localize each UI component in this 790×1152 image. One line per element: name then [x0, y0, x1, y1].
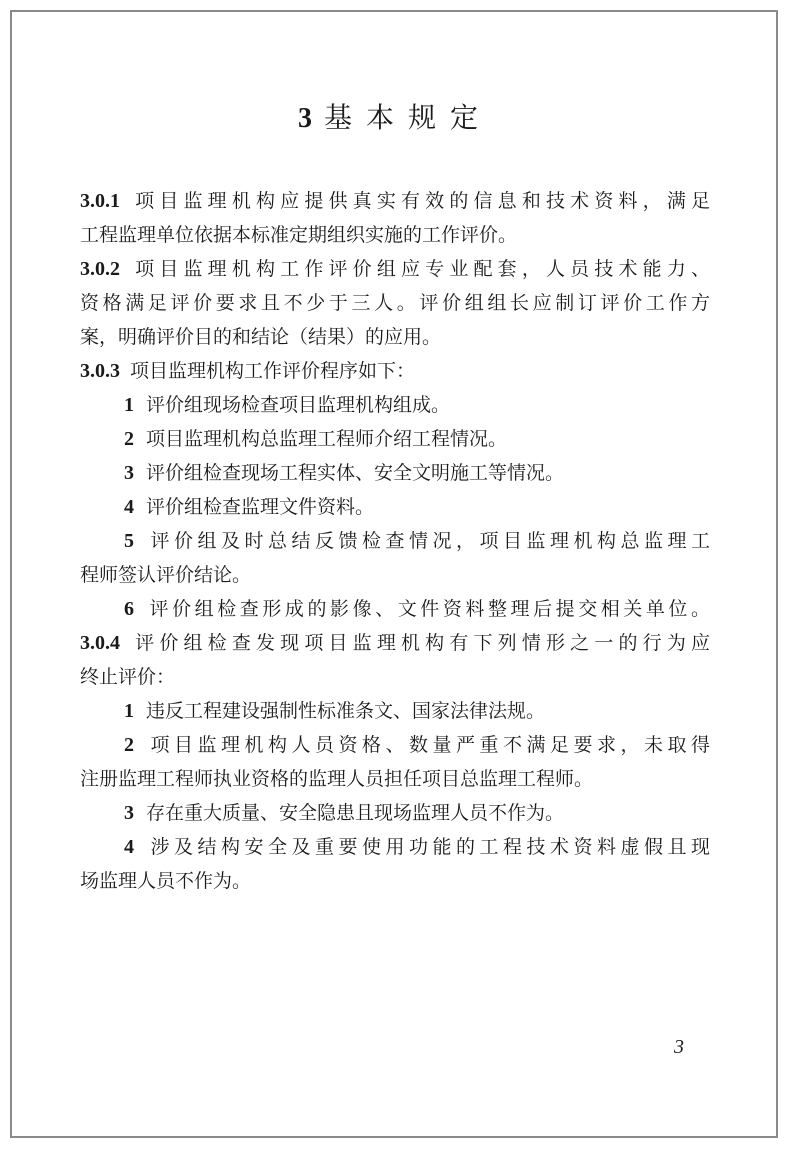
clause-code: 3.0.2 [80, 258, 120, 280]
list-item [124, 388, 710, 422]
list-item-continuation: 注册监理工程师执业资格的监理人员担任项目总监理工程师。 [80, 768, 594, 790]
chapter-title [80, 96, 710, 136]
item-number: 5 [124, 530, 134, 552]
item-number: 4 [124, 836, 134, 858]
clause-line: 资格满足评价要求且不少于三人。评价组组长应制订评价工作方 [80, 292, 710, 314]
item-text: 违反工程建设强制性标准条文、国家法律法规。 [146, 700, 546, 722]
list-item [124, 524, 710, 558]
list-item [124, 592, 710, 626]
item-text: 项目监理机构总监理工程师介绍工程情况。 [146, 428, 508, 450]
clause-code: 3.0.3 [80, 360, 120, 382]
chapter-title-text: 基本规定 [323, 101, 492, 134]
list-item [124, 728, 710, 762]
clause-text: 项目监理机构应提供真实有效的信息和技术资料，满足 [130, 190, 710, 212]
clause-3-0-4 [80, 626, 710, 660]
clause-3-0-1 [80, 184, 710, 218]
list-item [124, 796, 710, 830]
list-item [124, 456, 710, 490]
chapter-number: 3 [297, 103, 312, 134]
item-number: 3 [124, 802, 134, 824]
list-item-continuation: 场监理人员不作为。 [80, 870, 252, 892]
item-text: 存在重大质量、安全隐患且现场监理人员不作为。 [146, 802, 565, 824]
list-item [124, 830, 710, 864]
clause-3-0-3 [80, 354, 710, 388]
item-text: 评价组检查形成的影像、文件资料整理后提交相关单位。 [146, 598, 710, 620]
clause-code: 3.0.4 [80, 632, 120, 654]
list-item [124, 422, 710, 456]
item-text: 评价组检查监理文件资料。 [146, 496, 375, 518]
clause-text: 项目监理机构工作评价组应专业配套，人员技术能力、 [130, 258, 710, 280]
item-number: 1 [124, 700, 134, 722]
item-number: 2 [124, 428, 134, 450]
item-text: 评价组及时总结反馈检查情况，项目监理机构总监理工 [146, 530, 710, 552]
clause-text: 项目监理机构工作评价程序如下： [130, 360, 416, 382]
item-text: 评价组检查现场工程实体、安全文明施工等情况。 [146, 462, 565, 484]
clause-line: 终止评价： [80, 666, 176, 688]
item-number: 3 [124, 462, 134, 484]
clause-text: 评价组检查发现项目监理机构有下列情形之一的行为应 [130, 632, 710, 654]
clause-code: 3.0.1 [80, 190, 120, 212]
item-number: 4 [124, 496, 134, 518]
item-text: 评价组现场检查项目监理机构组成。 [146, 394, 451, 416]
list-item-continuation: 程师签认评价结论。 [80, 564, 252, 586]
list-item [124, 694, 710, 728]
item-number: 6 [124, 598, 134, 620]
clause-3-0-2 [80, 252, 710, 286]
item-number: 1 [124, 394, 134, 416]
list-item [124, 490, 710, 524]
item-text: 项目监理机构人员资格、数量严重不满足要求，未取得 [146, 734, 710, 756]
item-text: 涉及结构安全及重要使用功能的工程技术资料虚假且现 [146, 836, 710, 858]
page-number: 3 [674, 1036, 684, 1058]
item-number: 2 [124, 734, 134, 756]
clause-line: 案，明确评价目的和结论（结果）的应用。 [80, 326, 442, 348]
clause-line: 工程监理单位依据本标准定期组织实施的工作评价。 [80, 224, 518, 246]
